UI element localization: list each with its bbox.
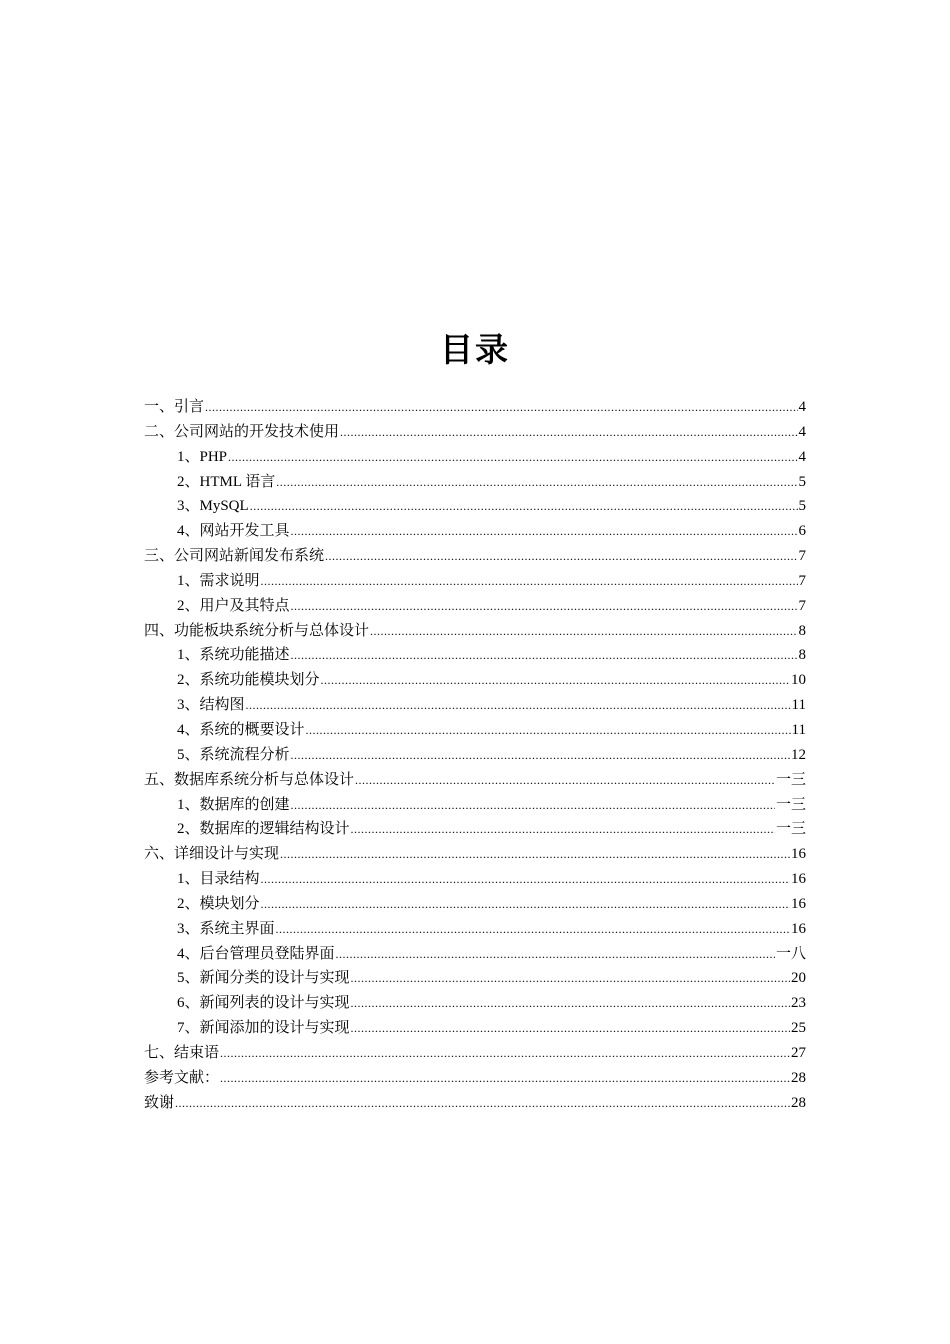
toc-page-number: 8 bbox=[798, 647, 806, 664]
toc-dot-leader bbox=[336, 942, 775, 967]
toc-dot-leader bbox=[261, 867, 790, 892]
toc-dot-leader bbox=[291, 594, 798, 619]
toc-dot-leader bbox=[355, 768, 775, 793]
toc-dot-leader bbox=[351, 1016, 790, 1041]
toc-page-number: 12 bbox=[791, 746, 806, 763]
toc-entry-label: 参考文献： bbox=[144, 1069, 220, 1086]
toc-entry[interactable] bbox=[144, 768, 806, 793]
toc-dot-leader bbox=[220, 1066, 790, 1091]
toc-page-number: 一三 bbox=[775, 821, 806, 838]
toc-entry[interactable] bbox=[144, 569, 806, 594]
toc-entry[interactable] bbox=[144, 718, 806, 743]
toc-page-number: 7 bbox=[798, 597, 806, 614]
toc-dot-leader bbox=[351, 966, 790, 991]
toc-page-number: 25 bbox=[791, 1020, 806, 1037]
toc-page-number: 11 bbox=[791, 697, 806, 714]
toc-entry-label: 1、PHP bbox=[177, 448, 228, 465]
toc-entry-label: 2、系统功能模块划分 bbox=[177, 672, 320, 689]
toc-page-number: 28 bbox=[791, 1094, 806, 1111]
toc-page-number: 27 bbox=[791, 1044, 806, 1061]
toc-page-number: 7 bbox=[798, 548, 806, 565]
toc-entry-label: 1、需求说明 bbox=[177, 572, 260, 589]
toc-page-number: 8 bbox=[798, 622, 806, 639]
toc-dot-leader bbox=[370, 619, 797, 644]
toc-entry-label: 4、系统的概要设计 bbox=[177, 721, 305, 738]
toc-entry[interactable] bbox=[144, 743, 806, 768]
toc-page-number: 7 bbox=[798, 572, 806, 589]
toc-entry-label: 5、系统流程分析 bbox=[177, 746, 290, 763]
toc-dot-leader bbox=[220, 1041, 790, 1066]
toc-page-number: 28 bbox=[791, 1069, 806, 1086]
toc-entry[interactable] bbox=[144, 395, 806, 420]
toc-entry-label: 2、HTML 语言 bbox=[177, 473, 276, 490]
toc-entry-label: 1、数据库的创建 bbox=[177, 796, 290, 813]
toc-page-number: 16 bbox=[791, 846, 806, 863]
toc-dot-leader bbox=[280, 842, 790, 867]
toc-dot-leader bbox=[175, 1091, 790, 1116]
toc-entry-label: 一、引言 bbox=[144, 399, 205, 415]
toc-entry[interactable] bbox=[144, 793, 806, 818]
toc-entry[interactable] bbox=[144, 942, 806, 967]
toc-page-number: 4 bbox=[798, 448, 806, 465]
toc-entry[interactable] bbox=[144, 494, 806, 519]
toc-entry-label: 3、MySQL bbox=[177, 498, 249, 515]
toc-entry-label: 七、结束语 bbox=[144, 1044, 220, 1061]
table-of-contents bbox=[144, 395, 806, 1115]
toc-page-number: 4 bbox=[798, 423, 806, 440]
toc-dot-leader bbox=[261, 569, 798, 594]
toc-entry-label: 4、网站开发工具 bbox=[177, 523, 290, 540]
toc-entry[interactable] bbox=[144, 1091, 806, 1116]
toc-dot-leader bbox=[325, 544, 797, 569]
toc-entry-label: 五、数据库系统分析与总体设计 bbox=[144, 771, 355, 788]
toc-entry[interactable] bbox=[144, 842, 806, 867]
toc-entry-label: 2、模块划分 bbox=[177, 895, 260, 912]
toc-page-number: 20 bbox=[791, 970, 806, 987]
toc-page-number: 10 bbox=[791, 672, 806, 689]
toc-dot-leader bbox=[321, 668, 790, 693]
toc-entry-label: 2、用户及其特点 bbox=[177, 597, 290, 614]
toc-page-number: 16 bbox=[791, 920, 806, 937]
toc-entry[interactable] bbox=[144, 519, 806, 544]
toc-dot-leader bbox=[351, 817, 775, 842]
toc-page-number: 4 bbox=[798, 399, 806, 415]
toc-entry-label: 1、目录结构 bbox=[177, 871, 260, 888]
toc-entry-label: 5、新闻分类的设计与实现 bbox=[177, 970, 350, 987]
toc-dot-leader bbox=[261, 892, 790, 917]
toc-dot-leader bbox=[246, 693, 791, 718]
toc-dot-leader bbox=[276, 470, 797, 495]
toc-page-number: 一八 bbox=[775, 945, 806, 962]
toc-page-number: 16 bbox=[791, 871, 806, 888]
toc-entry-label: 4、后台管理员登陆界面 bbox=[177, 945, 335, 962]
toc-page-number: 6 bbox=[798, 523, 806, 540]
toc-entry-label: 3、系统主界面 bbox=[177, 920, 275, 937]
toc-page-number: 16 bbox=[791, 895, 806, 912]
toc-dot-leader bbox=[228, 445, 797, 470]
toc-entry-label: 3、结构图 bbox=[177, 697, 245, 714]
toc-dot-leader bbox=[205, 395, 797, 420]
toc-page-number: 11 bbox=[791, 721, 806, 738]
toc-dot-leader bbox=[291, 643, 798, 668]
toc-entry-label: 1、系统功能描述 bbox=[177, 647, 290, 664]
toc-dot-leader bbox=[291, 519, 798, 544]
toc-entry[interactable] bbox=[144, 1041, 806, 1066]
toc-entry[interactable] bbox=[144, 991, 806, 1016]
toc-entry[interactable] bbox=[144, 544, 806, 569]
toc-dot-leader bbox=[291, 743, 790, 768]
toc-page-number: 一三 bbox=[775, 771, 806, 788]
toc-dot-leader bbox=[351, 991, 790, 1016]
toc-entry-label: 2、数据库的逻辑结构设计 bbox=[177, 821, 350, 838]
toc-entry-label: 六、详细设计与实现 bbox=[144, 846, 280, 863]
toc-dot-leader bbox=[306, 718, 791, 743]
toc-dot-leader bbox=[276, 917, 790, 942]
toc-entry[interactable] bbox=[144, 668, 806, 693]
toc-entry[interactable] bbox=[144, 594, 806, 619]
toc-entry[interactable] bbox=[144, 1066, 806, 1091]
toc-entry-label: 二、公司网站的开发技术使用 bbox=[144, 423, 340, 440]
toc-dot-leader bbox=[250, 494, 798, 519]
toc-entry-label: 三、公司网站新闻发布系统 bbox=[144, 548, 325, 565]
toc-page-number: 23 bbox=[791, 995, 806, 1012]
toc-entry[interactable] bbox=[144, 420, 806, 445]
toc-entry-label: 四、功能板块系统分析与总体设计 bbox=[144, 622, 370, 639]
toc-entry[interactable] bbox=[144, 966, 806, 991]
toc-entry-label: 致谢 bbox=[144, 1094, 175, 1111]
toc-entry[interactable] bbox=[144, 445, 806, 470]
toc-dot-leader bbox=[340, 420, 797, 445]
toc-entry-label: 7、新闻添加的设计与实现 bbox=[177, 1020, 350, 1037]
toc-entry[interactable] bbox=[144, 619, 806, 644]
toc-entry[interactable] bbox=[144, 917, 806, 942]
toc-dot-leader bbox=[291, 793, 775, 818]
toc-entry[interactable] bbox=[144, 817, 806, 842]
toc-entry[interactable] bbox=[144, 693, 806, 718]
toc-entry[interactable] bbox=[144, 643, 806, 668]
toc-entry[interactable] bbox=[144, 892, 806, 917]
toc-page-number: 一三 bbox=[775, 796, 806, 813]
toc-page-number: 5 bbox=[798, 498, 806, 515]
toc-page-number: 5 bbox=[798, 473, 806, 490]
toc-title: 目录 bbox=[440, 330, 510, 369]
toc-entry[interactable] bbox=[144, 470, 806, 495]
toc-entry-label: 6、新闻列表的设计与实现 bbox=[177, 995, 350, 1012]
toc-entry[interactable] bbox=[144, 1016, 806, 1041]
toc-entry[interactable] bbox=[144, 867, 806, 892]
